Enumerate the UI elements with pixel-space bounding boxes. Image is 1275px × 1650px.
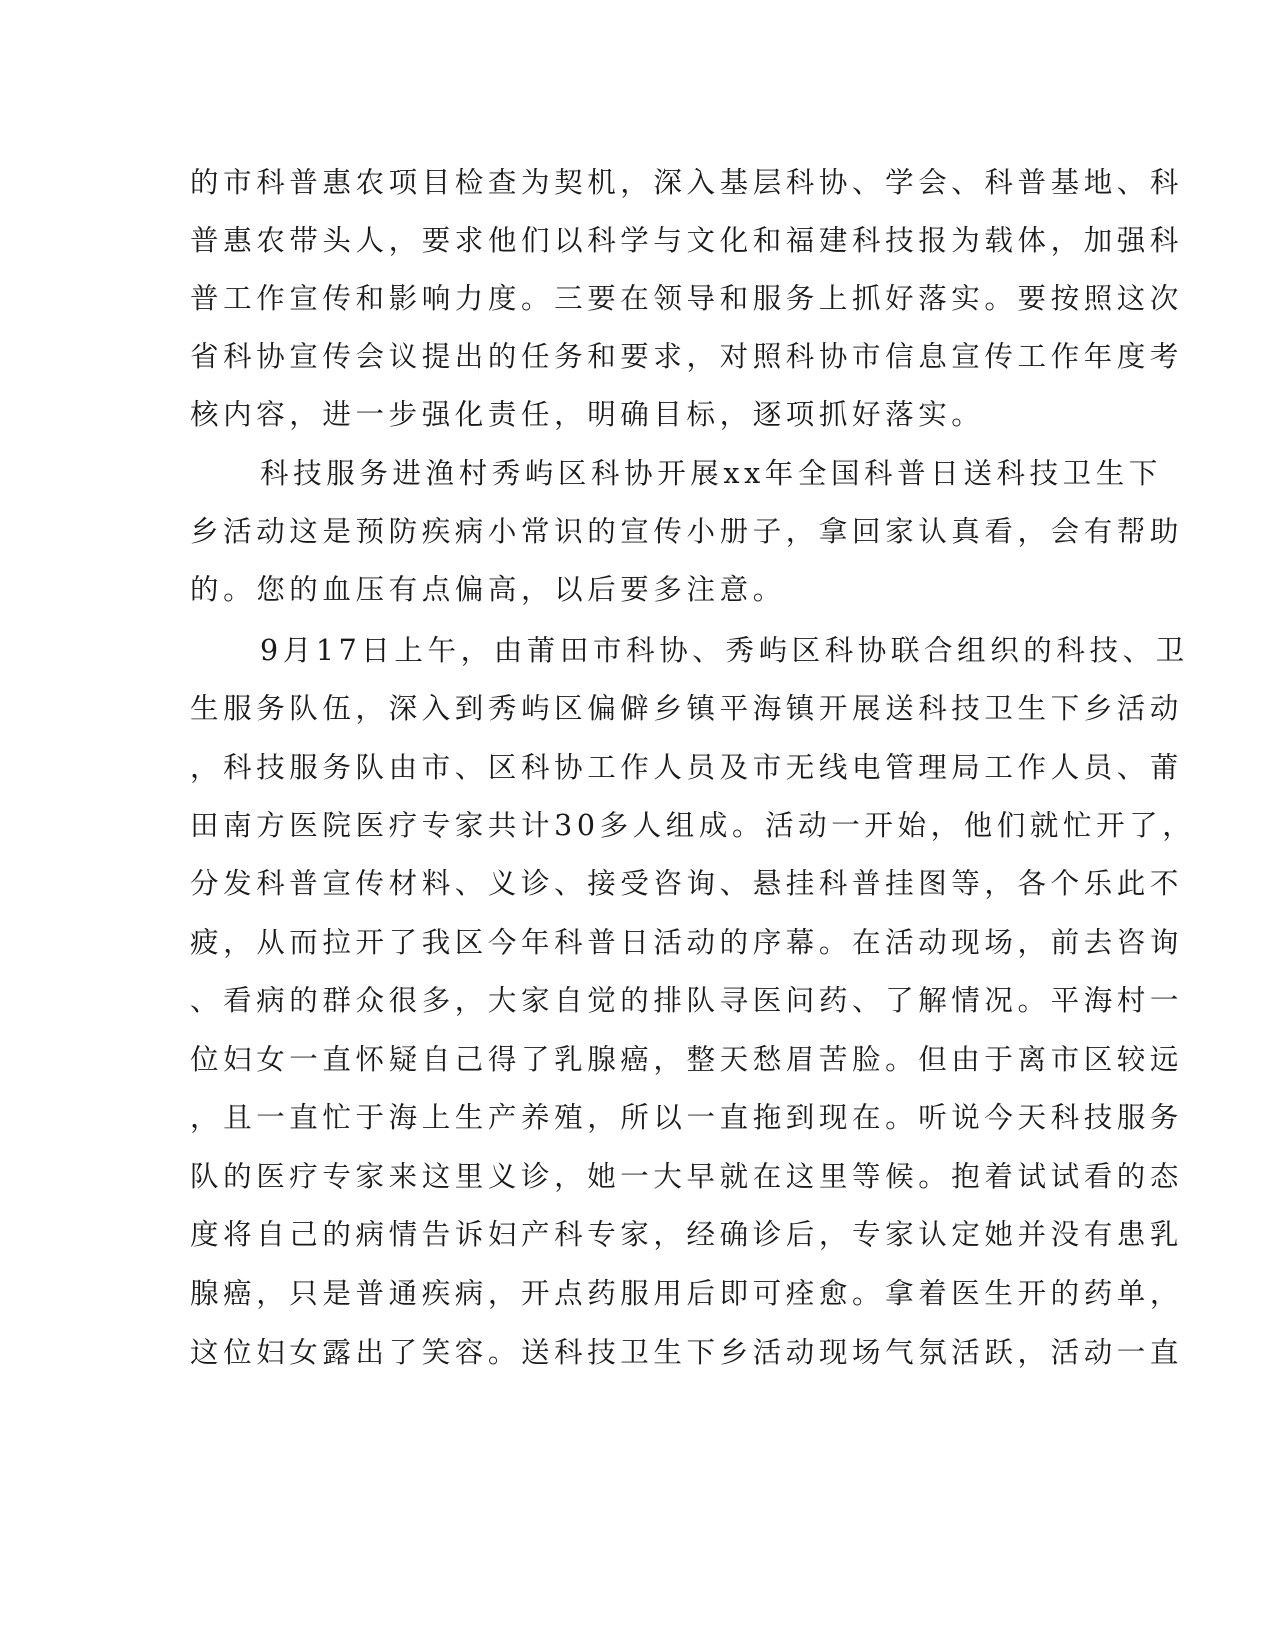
paragraph-first-line: 9月17日上午，由莆田市科协、秀屿区科协联合组织的科技、卫 (260, 634, 1189, 667)
text-line: 这位妇女露出了笑容。送科技卫生下乡活动现场气氛活跃，活动一直 (190, 1336, 1184, 1369)
text-line: 田南方医院医疗专家共计30多人组成。活动一开始，他们就忙开了， (190, 809, 1196, 842)
paragraph-first-line: 科技服务进渔村秀屿区科协开展xx年全国科普日送科技卫生下 (260, 457, 1162, 490)
text-line: 度将自己的病情告诉妇产科专家，经确诊后，专家认定她并没有患乳 (190, 1218, 1184, 1251)
text-line: 省科协宣传会议提出的任务和要求，对照科协市信息宣传工作年度考 (190, 340, 1184, 373)
text-line: 普工作宣传和影响力度。三要在领导和服务上抓好落实。要按照这次 (190, 282, 1184, 315)
text-line: 核内容，进一步强化责任，明确目标，逐项抓好落实。 (190, 398, 985, 431)
text-line: 乡活动这是预防疾病小常识的宣传小册子，拿回家认真看，会有帮助 (190, 515, 1184, 548)
text-line: 普惠农带头人，要求他们以科学与文化和福建科技报为载体，加强科 (190, 224, 1184, 257)
text-line: 分发科普宣传材料、义诊、接受咨询、悬挂科普挂图等，各个乐此不 (190, 867, 1184, 900)
text-line: ，科技服务队由市、区科协工作人员及市无线电管理局工作人员、莆 (190, 751, 1184, 784)
text-line: ，且一直忙于海上生产养殖，所以一直拖到现在。听说今天科技服务 (190, 1101, 1184, 1134)
text-line: 疲，从而拉开了我区今年科普日活动的序幕。在活动现场，前去咨询 (190, 926, 1184, 959)
text-line: 的。您的血压有点偏高，以后要多注意。 (190, 573, 786, 606)
text-line: 生服务队伍，深入到秀屿区偏僻乡镇平海镇开展送科技卫生下乡活动 (190, 692, 1184, 725)
text-line: 、看病的群众很多，大家自觉的排队寻医问药、了解情况。平海村一 (190, 984, 1184, 1017)
text-line: 位妇女一直怀疑自己得了乳腺癌，整天愁眉苦脸。但由于离市区较远 (190, 1043, 1184, 1076)
text-line: 腺癌，只是普通疾病，开点药服用后即可痊愈。拿着医生开的药单， (190, 1277, 1184, 1310)
text-line: 的市科普惠农项目检查为契机，深入基层科协、学会、科普基地、科 (190, 166, 1184, 199)
text-line: 队的医疗专家来这里义诊，她一大早就在这里等候。抱着试试看的态 (190, 1160, 1184, 1193)
